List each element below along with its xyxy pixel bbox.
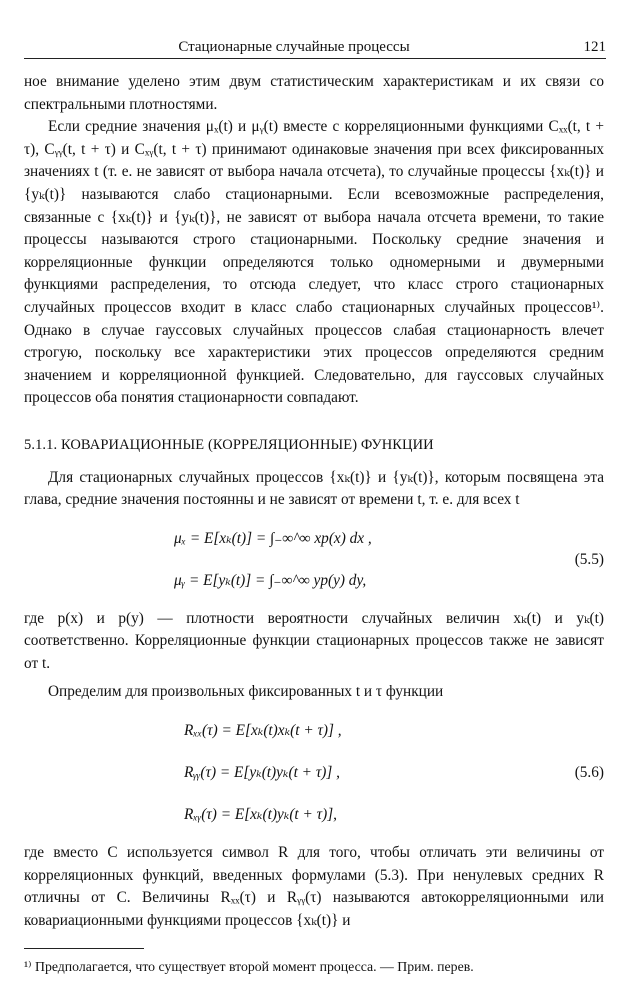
- paragraph-means-intro: Для стационарных случайных процессов {xₖ(t)} и {yₖ(t)}, которым посвящена эта глава, средние значения постоянны и не зависят от времени t, т. е. для всех t: [24, 468, 604, 509]
- paragraph-define-functions: Определим для произвольных фиксированных t и τ функции: [48, 683, 444, 701]
- equation-5-6: [24, 710, 604, 836]
- page-body: [24, 71, 604, 932]
- header-rule: [24, 58, 606, 59]
- section-heading: 5.1.1. КОВАРИАЦИОННЫЕ (КОРРЕЛЯЦИОННЫЕ) ФУНКЦИИ: [24, 436, 434, 453]
- running-title: Стационарные случайные процессы: [178, 39, 410, 55]
- equation-rxx: Rₓₓ(τ) = E[xₖ(t)xₖ(t + τ)] ,: [184, 722, 342, 740]
- page-number: 121: [583, 39, 606, 55]
- paragraph-density-note: где p(x) и p(y) — плотности вероятности случайных величин xₖ(t) и yₖ(t) соответственно. Корреляционные функции стационарных процессов также не зависят от t.: [24, 609, 604, 672]
- equation-mean-y: μᵧ = E[yₖ(t)] = ∫₋∞^∞ yp(y) dy,: [174, 571, 367, 589]
- paragraph-stationarity-definition: Если средние значения μₓ(t) и μᵧ(t) вместе с корреляционными функциями Cₓₓ(t, t + τ), Cᵧᵧ(t, t + τ) и Cₓᵧ(t, t + τ) принимают одинаковые значения при всех фиксированных значениях t (т. е. не зависят от выбора начала отсчета), то случайные процессы {xₖ(t)} и {yₖ(t)} называются слабо стационарными. Если всевозможные распределения, связанные с {xₖ(t)} и {yₖ(t)}, не зависят от выбора начала отсчета времени, то такие процессы называются строго стационарными. Поскольку средние значения и корреляционные функции определяются только одномерными и двумерными функциями распределения, то отсюда следует, что класс строго стационарных случайных процессов входит в класс слабо стационарных случайных процессов¹⁾. Однако в случае гауссовых случайных процессов слабая стационарность влечет строгую, поскольку все характеристики этих процессов определяются средним значением и корреляционной функцией. Следовательно, для гауссовых случайных процессов оба понятия стационарности совпадают.: [24, 118, 604, 407]
- equation-mean-x: μₓ = E[xₖ(t)] = ∫₋∞^∞ xp(x) dx ,: [174, 529, 372, 547]
- paragraph-autocorrelation: где вместо C используется символ R для того, чтобы отличать эти величины от корреляционных функций, введенных формулами (5.3). При ненулевых средних R отличны от C. Величины Rₓₓ(τ) и Rᵧᵧ(τ) называются автокорреляционными или ковариационными функциями процессов {xₖ(t)} и: [24, 844, 604, 929]
- equation-number: (5.5): [574, 550, 604, 568]
- paragraph-continuation: ное внимание уделено этим двум статистическим характеристикам и их связи со спектральными плотностями.: [24, 73, 604, 113]
- equation-rxy: Rₓᵧ(τ) = E[xₖ(t)yₖ(t + τ)],: [184, 806, 337, 824]
- footnote: ¹⁾ Предполагается, что существует второй момент процесса. — Прим. перев.: [24, 959, 474, 974]
- footnote-rule: [24, 948, 144, 949]
- equation-5-5: [24, 518, 604, 602]
- running-header: [24, 36, 606, 56]
- equation-number: (5.6): [574, 764, 604, 782]
- equation-ryy: Rᵧᵧ(τ) = E[yₖ(t)yₖ(t + τ)] ,: [184, 764, 340, 782]
